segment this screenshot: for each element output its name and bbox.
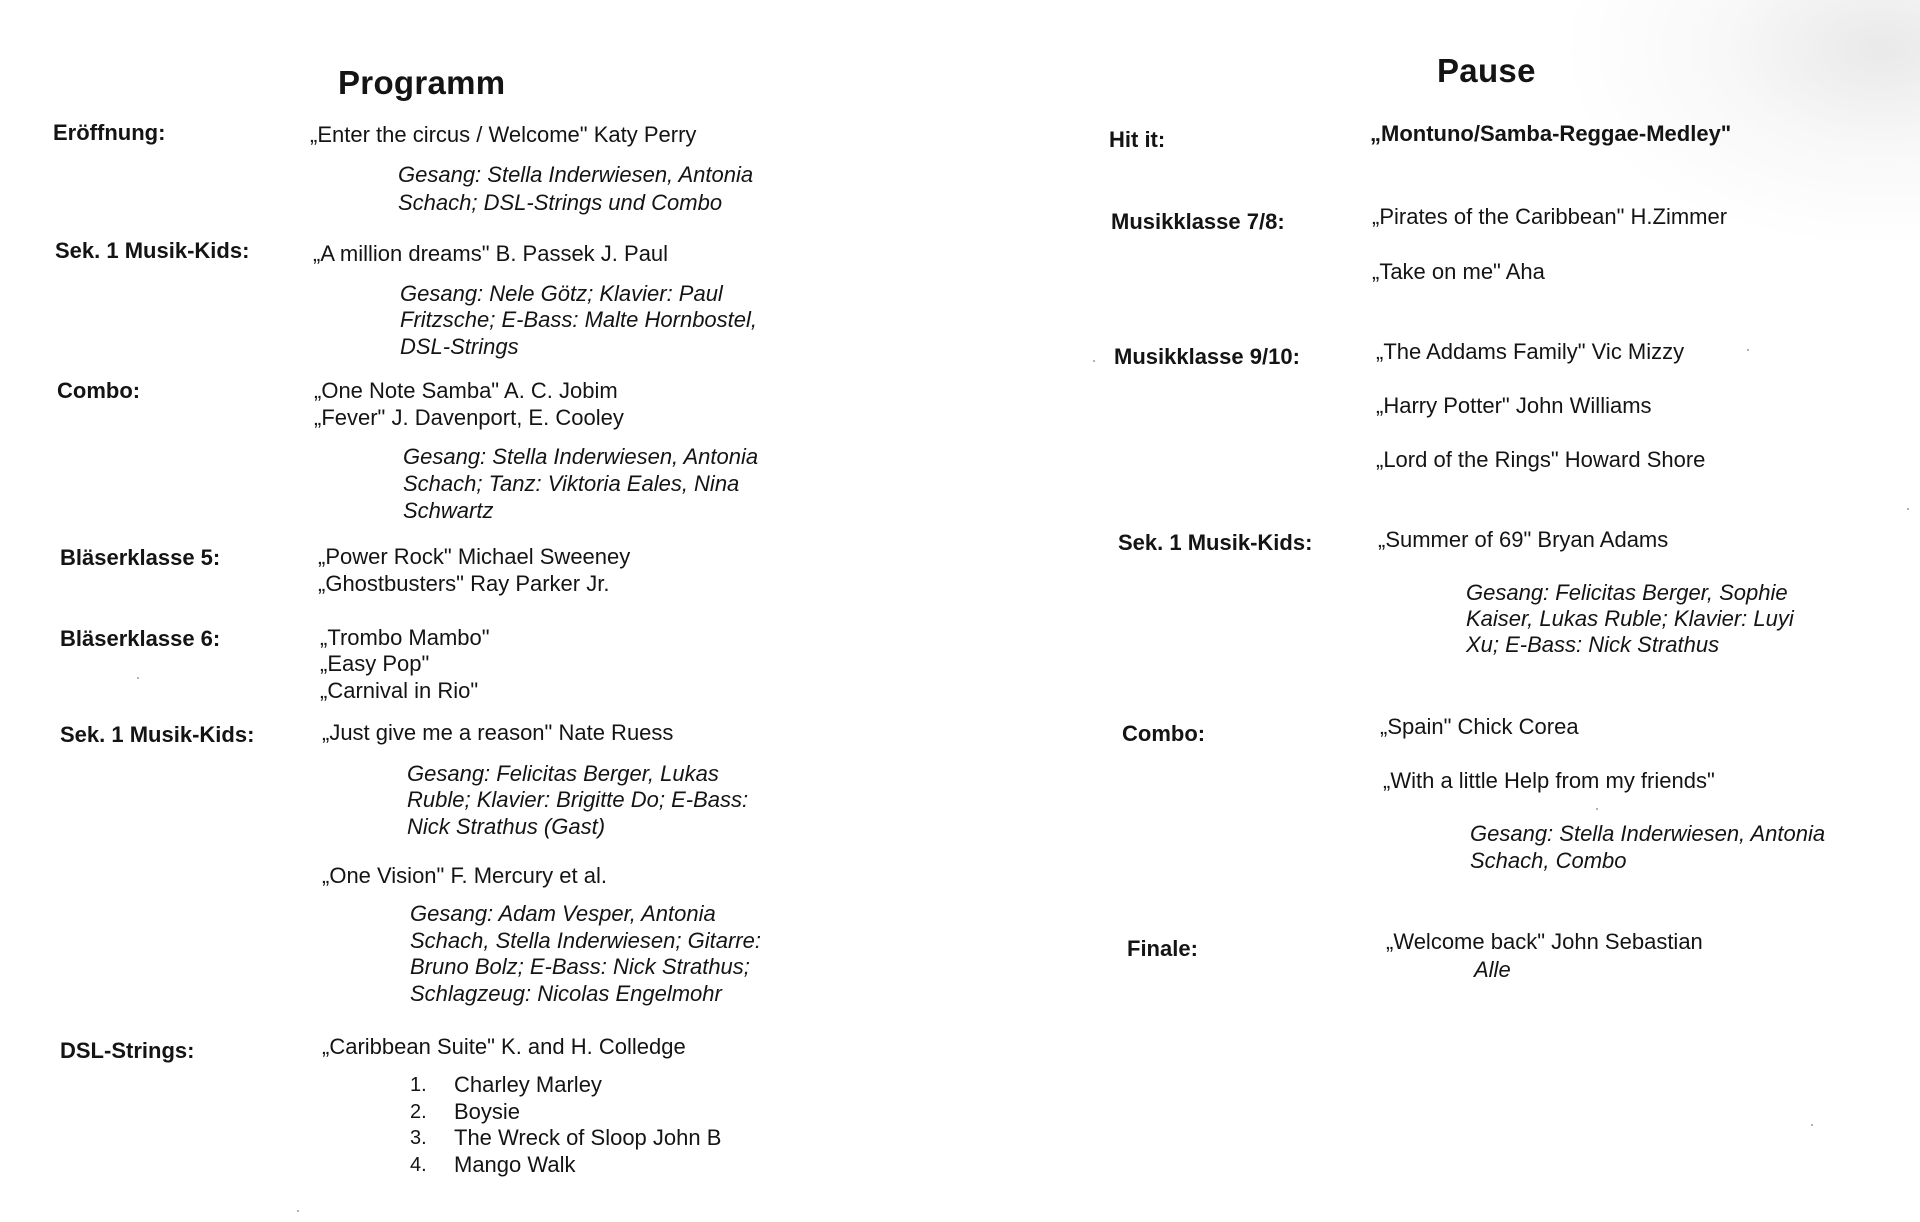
performers-combo-line1: Gesang: Stella Inderwiesen, Antonia xyxy=(403,444,759,469)
suite-item-4: Mango Walk xyxy=(454,1152,576,1177)
program-heading: Programm xyxy=(338,64,506,101)
performers-eroeffnung-line2: Schach; DSL-Strings und Combo xyxy=(398,190,723,215)
piece-carnival-in-rio: „Carnival in Rio" xyxy=(320,678,479,703)
performers-combo-right-line1: Gesang: Stella Inderwiesen, Antonia xyxy=(1470,821,1826,846)
scan-speck xyxy=(137,677,139,679)
scan-speck xyxy=(297,1210,299,1212)
piece-with-a-little-help: „With a little Help from my friends" xyxy=(1383,768,1715,793)
performers-sek1b-line3: Nick Strathus (Gast) xyxy=(407,814,606,839)
piece-harry-potter: „Harry Potter" John Williams xyxy=(1376,393,1652,418)
performers-sek1b-line1: Gesang: Felicitas Berger, Lukas xyxy=(407,761,719,786)
label-combo-right: Combo: xyxy=(1122,721,1206,746)
performers-sek1a-line2: Fritzsche; E-Bass: Malte Hornbostel, xyxy=(400,307,758,332)
piece-one-note-samba: „One Note Samba" A. C. Jobim xyxy=(314,378,618,403)
performers-combo-line2: Schach; Tanz: Viktoria Eales, Nina xyxy=(403,471,740,496)
suite-item-1: Charley Marley xyxy=(454,1072,602,1097)
performers-sek1a-line1: Gesang: Nele Götz; Klavier: Paul xyxy=(400,281,723,306)
suite-item-2-number: 2. xyxy=(410,1101,427,1123)
suite-item-4-number: 4. xyxy=(410,1154,427,1176)
performers-combo-line3: Schwartz xyxy=(403,498,494,523)
suite-item-1-number: 1. xyxy=(410,1074,427,1096)
pause-heading: Pause xyxy=(1437,52,1536,89)
performers-combo-right-line2: Schach, Combo xyxy=(1470,848,1627,873)
piece-power-rock: „Power Rock" Michael Sweeney xyxy=(318,544,631,569)
piece-fever: „Fever" J. Davenport, E. Cooley xyxy=(314,405,624,430)
scan-speck xyxy=(1907,508,1909,510)
piece-take-on-me: „Take on me" Aha xyxy=(1372,259,1545,284)
piece-a-million-dreams: „A million dreams" B. Passek J. Paul xyxy=(313,241,669,266)
label-finale: Finale: xyxy=(1127,936,1198,961)
label-dsl-strings: DSL-Strings: xyxy=(60,1038,195,1063)
piece-eroeffnung: „Enter the circus / Welcome" Katy Perry xyxy=(310,122,697,147)
piece-just-give-me-a-reason: „Just give me a reason" Nate Ruess xyxy=(322,720,674,745)
label-combo-left: Combo: xyxy=(57,378,141,403)
piece-trombo-mambo: „Trombo Mambo" xyxy=(320,625,490,650)
performers-summer-line1: Gesang: Felicitas Berger, Sophie xyxy=(1466,580,1788,605)
scan-speck xyxy=(1811,1124,1813,1126)
suite-item-2: Boysie xyxy=(454,1099,521,1124)
scan-speck xyxy=(1747,349,1749,351)
piece-welcome-back: „Welcome back" John Sebastian xyxy=(1386,929,1703,954)
piece-spain: „Spain" Chick Corea xyxy=(1380,714,1579,739)
piece-easy-pop: „Easy Pop" xyxy=(320,651,430,676)
label-hit-it: Hit it: xyxy=(1109,127,1166,152)
piece-ghostbusters: „Ghostbusters" Ray Parker Jr. xyxy=(318,571,610,596)
piece-lord-of-the-rings: „Lord of the Rings" Howard Shore xyxy=(1376,447,1706,472)
label-sek1-musik-kids-1: Sek. 1 Musik-Kids: xyxy=(55,238,250,263)
performers-summer-line2: Kaiser, Lukas Ruble; Klavier: Luyi xyxy=(1466,606,1794,631)
performers-one-vision-line1: Gesang: Adam Vesper, Antonia xyxy=(410,901,716,926)
performers-sek1b-line2: Ruble; Klavier: Brigitte Do; E-Bass: xyxy=(407,787,749,812)
performers-one-vision-line4: Schlagzeug: Nicolas Engelmohr xyxy=(410,981,722,1006)
performers-finale: Alle xyxy=(1474,957,1511,982)
piece-the-addams-family: „The Addams Family" Vic Mizzy xyxy=(1376,339,1685,364)
label-musikklasse-7-8: Musikklasse 7/8: xyxy=(1111,209,1285,234)
label-blaeserklasse-6: Bläserklasse 6: xyxy=(60,626,221,651)
performers-one-vision-line3: Bruno Bolz; E-Bass: Nick Strathus; xyxy=(410,954,750,979)
scan-speck xyxy=(1093,360,1095,362)
performers-one-vision-line2: Schach, Stella Inderwiesen; Gitarre: xyxy=(410,928,761,953)
piece-summer-of-69: „Summer of 69" Bryan Adams xyxy=(1378,527,1669,552)
performers-summer-line3: Xu; E-Bass: Nick Strathus xyxy=(1466,632,1720,657)
label-blaeserklasse-5: Bläserklasse 5: xyxy=(60,545,221,570)
piece-pirates-of-the-caribbean: „Pirates of the Caribbean" H.Zimmer xyxy=(1372,204,1728,229)
piece-montuno-samba-reggae-medley: „Montuno/Samba-Reggae-Medley" xyxy=(1370,121,1732,146)
performers-sek1a-line3: DSL-Strings xyxy=(400,334,519,359)
label-sek1-musik-kids-2: Sek. 1 Musik-Kids: xyxy=(60,722,255,747)
scan-speck xyxy=(1596,808,1598,810)
label-musikklasse-9-10: Musikklasse 9/10: xyxy=(1114,344,1300,369)
label-sek1-musik-kids-right: Sek. 1 Musik-Kids: xyxy=(1118,530,1313,555)
performers-eroeffnung-line1: Gesang: Stella Inderwiesen, Antonia xyxy=(398,162,754,187)
suite-item-3-number: 3. xyxy=(410,1127,427,1149)
suite-item-3: The Wreck of Sloop John B xyxy=(454,1125,722,1150)
piece-caribbean-suite: „Caribbean Suite" K. and H. Colledge xyxy=(322,1034,686,1059)
label-eroeffnung: Eröffnung: xyxy=(53,120,166,145)
piece-one-vision: „One Vision" F. Mercury et al. xyxy=(322,863,607,888)
